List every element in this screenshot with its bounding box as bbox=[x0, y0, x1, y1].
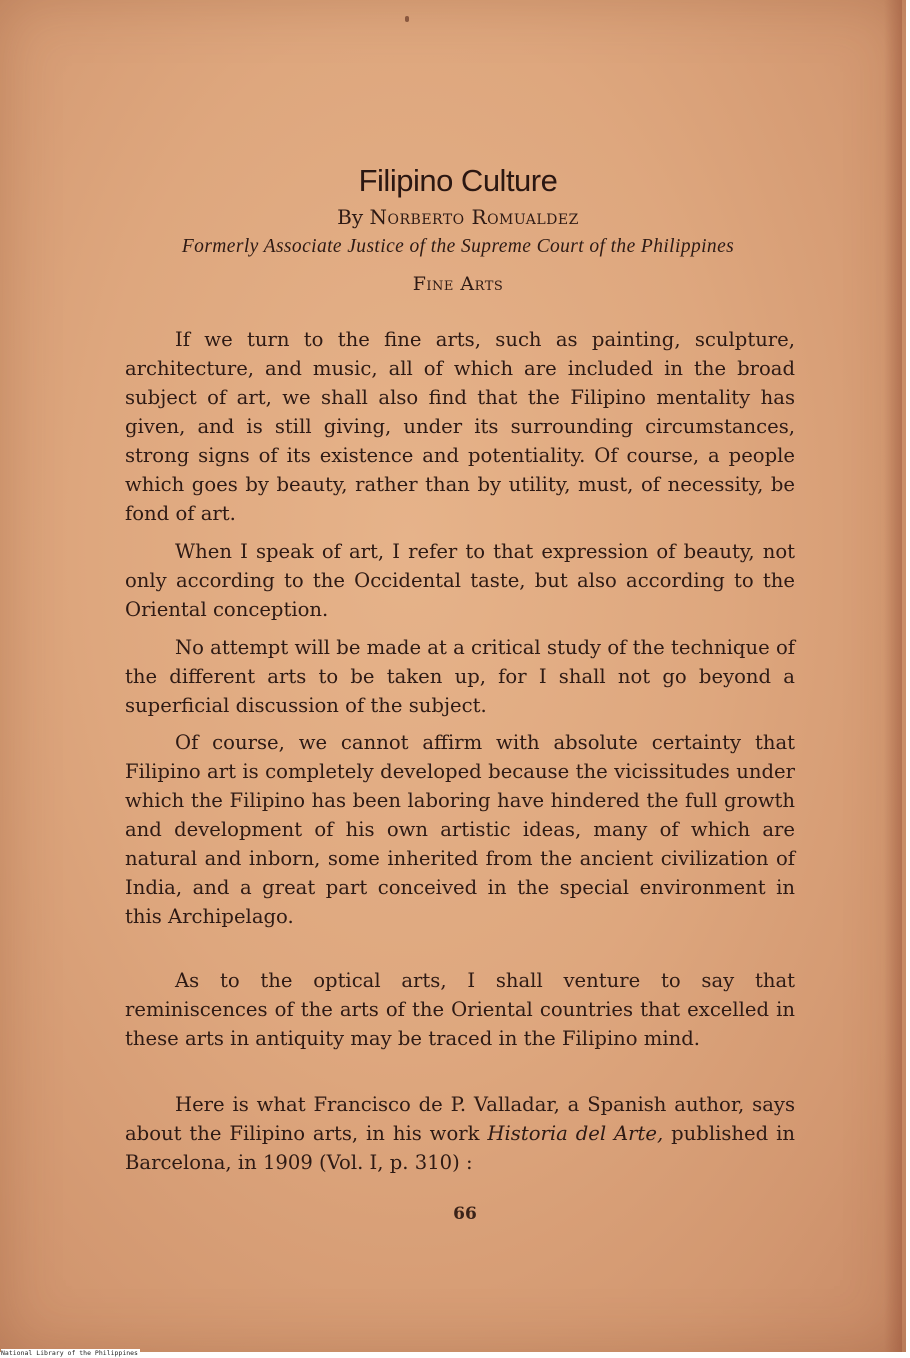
section-heading: Fine Arts bbox=[412, 273, 504, 295]
paragraph-4: Of course, we cannot affirm with absolute certainty that Filipino art is completely developed because the vicissitudes under which the Filipino has been laboring have hindered the full growth and development of his own artistic ideas, many of which are natural and inborn, some inherited from the ancient civilization of India, and a great part conceived in the special environment in this Archipelago. bbox=[125, 731, 795, 928]
author-name: Norberto Romualdez bbox=[369, 205, 579, 229]
paragraph-6-text-a: Here is what Francisco de P. Valladar, a Spanish author, says about the Filipino arts, in his work bbox=[125, 1093, 795, 1145]
page-edge-shadow bbox=[884, 0, 902, 1352]
paragraph-5: As to the optical arts, I shall venture to say that reminiscences of the arts of the Oriental countries that excelled in these arts in antiquity may be traced in the Filipino mind. bbox=[125, 969, 795, 1050]
paper-speck bbox=[405, 16, 409, 22]
library-credit: National Library of the Philippines bbox=[1, 1349, 138, 1357]
book-title-italic: Historia del Arte, bbox=[487, 1122, 664, 1145]
paragraph-6-text-b: published in Barcelona, in 1909 (Vol. I, p. 310) : bbox=[125, 1122, 795, 1174]
paragraph-6 bbox=[125, 1090, 795, 1177]
author-subtitle: Formerly Associate Justice of the Supreme Court of the Philippines bbox=[181, 236, 735, 257]
byline bbox=[0, 205, 910, 229]
paragraph-2: When I speak of art, I refer to that expression of beauty, not only according to the Occidental taste, but also according to the Oriental conception. bbox=[125, 540, 795, 621]
paragraph-1: If we turn to the fine arts, such as painting, sculpture, architecture, and music, all of which are included in the broad subject of art, we shall also find that the Filipino mentality has given, and is still giving, under its surrounding circumstances, strong signs of its existence and potentiality. Of course, a people which goes by beauty, rather than by utility, must, of necessity, be fond of art. bbox=[125, 328, 795, 525]
page-number: 66 bbox=[453, 1204, 477, 1224]
paragraph-3: No attempt will be made at a critical study of the technique of the different arts to be taken up, for I shall not go beyond a superficial discussion of the subject. bbox=[125, 636, 795, 717]
article-title: Filipino Culture bbox=[358, 163, 558, 198]
byline-prefix: By bbox=[337, 205, 364, 229]
